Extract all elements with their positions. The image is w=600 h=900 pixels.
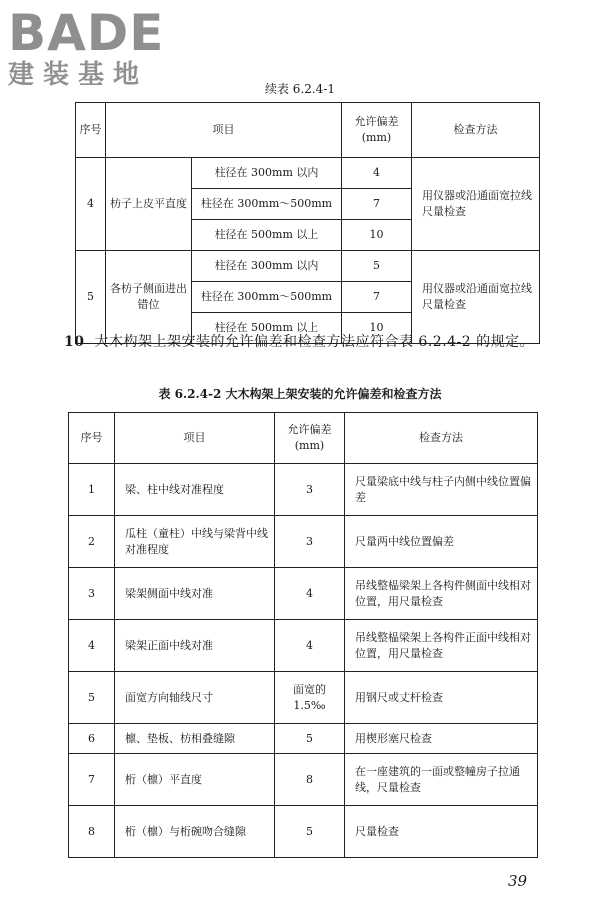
header-item: 项目 <box>106 103 342 158</box>
logo-text: BADE <box>8 4 165 62</box>
row-method: 尺量两中线位置偏差 <box>345 516 538 568</box>
page-number: 39 <box>508 872 528 890</box>
row-value: 5 <box>275 806 345 858</box>
row-no: 7 <box>69 754 115 806</box>
row-method: 尺量梁底中线与柱子内侧中线位置偏差 <box>345 464 538 516</box>
table-6-2-4-2 <box>68 412 538 858</box>
row-item: 梁架侧面中线对准 <box>115 568 275 620</box>
table-row <box>69 568 538 620</box>
body-paragraph <box>64 330 540 354</box>
table2-caption: 表 6.2.4-2 大木构架上架安装的允许偏差和检查方法 <box>158 387 442 401</box>
row-item: 桁（檩）与桁碗吻合缝隙 <box>115 806 275 858</box>
row-item: 瓜柱（童柱）中线与梁背中线对准程度 <box>115 516 275 568</box>
row-value: 3 <box>275 516 345 568</box>
row-method: 吊线整榀梁架上各构件正面中线相对位置，用尺量检查 <box>345 620 538 672</box>
table-row <box>76 158 540 189</box>
header-deviation: 允许偏差(mm) <box>342 103 412 158</box>
row-no: 2 <box>69 516 115 568</box>
row-value: 5 <box>275 724 345 754</box>
row-value: 7 <box>342 282 412 313</box>
row-method: 用钢尺或丈杆检查 <box>345 672 538 724</box>
row-no: 8 <box>69 806 115 858</box>
row-no: 4 <box>76 158 106 251</box>
table-row <box>76 251 540 282</box>
row-sub: 柱径在 300mm～500mm <box>192 282 342 313</box>
row-value: 10 <box>342 313 412 344</box>
header-no: 序号 <box>69 413 115 464</box>
paragraph-number: 10 <box>64 334 85 350</box>
row-item: 梁、柱中线对准程度 <box>115 464 275 516</box>
row-value: 8 <box>275 754 345 806</box>
row-no: 5 <box>76 251 106 344</box>
row-sub: 柱径在 500mm 以上 <box>192 313 342 344</box>
row-method: 用仪器或沿通面宽拉线尺量检查 <box>412 158 540 251</box>
row-no: 3 <box>69 568 115 620</box>
row-no: 4 <box>69 620 115 672</box>
row-sub: 柱径在 300mm～500mm <box>192 189 342 220</box>
row-value: 10 <box>342 220 412 251</box>
header-method: 检查方法 <box>345 413 538 464</box>
row-method: 尺量检查 <box>345 806 538 858</box>
logo <box>8 6 178 90</box>
row-item: 桁（檩）平直度 <box>115 754 275 806</box>
row-item: 各枋子侧面进出错位 <box>106 251 192 344</box>
table1-caption: 续表 6.2.4-1 <box>264 82 336 96</box>
row-sub: 柱径在 500mm 以上 <box>192 220 342 251</box>
paragraph-text: 大木构架上架安装的允许偏差和检查方法应符合表 6.2.4-2 的规定。 <box>94 334 535 350</box>
row-value: 5 <box>342 251 412 282</box>
row-value: 4 <box>342 158 412 189</box>
table-row <box>69 754 538 806</box>
row-value: 3 <box>275 464 345 516</box>
row-value: 面宽的 1.5‰ <box>275 672 345 724</box>
row-value: 7 <box>342 189 412 220</box>
header-item: 项目 <box>115 413 275 464</box>
header-no: 序号 <box>76 103 106 158</box>
table-row <box>69 724 538 754</box>
row-no: 6 <box>69 724 115 754</box>
header-deviation: 允许偏差(mm) <box>275 413 345 464</box>
table-row <box>69 672 538 724</box>
table-row <box>69 464 538 516</box>
row-value: 4 <box>275 568 345 620</box>
row-item: 梁架正面中线对准 <box>115 620 275 672</box>
row-no: 1 <box>69 464 115 516</box>
row-value: 4 <box>275 620 345 672</box>
table-row <box>69 620 538 672</box>
row-method: 用仪器或沿通面宽拉线尺量检查 <box>412 251 540 344</box>
row-item: 面宽方向轴线尺寸 <box>115 672 275 724</box>
table-row <box>69 806 538 858</box>
table-continued-6-2-4-1 <box>75 102 540 344</box>
header-method: 检查方法 <box>412 103 540 158</box>
row-method: 吊线整榀梁架上各构件侧面中线相对位置，用尺量检查 <box>345 568 538 620</box>
row-item: 檩、垫板、枋相叠缝隙 <box>115 724 275 754</box>
row-sub: 柱径在 300mm 以内 <box>192 158 342 189</box>
row-no: 5 <box>69 672 115 724</box>
table-row <box>69 516 538 568</box>
row-method: 用楔形塞尺检查 <box>345 724 538 754</box>
row-sub: 柱径在 300mm 以内 <box>192 251 342 282</box>
row-method: 在一座建筑的一面或整幢房子拉通线，尺量检查 <box>345 754 538 806</box>
logo-subtitle: 建装基地 <box>8 60 149 90</box>
row-item: 枋子上皮平直度 <box>106 158 192 251</box>
